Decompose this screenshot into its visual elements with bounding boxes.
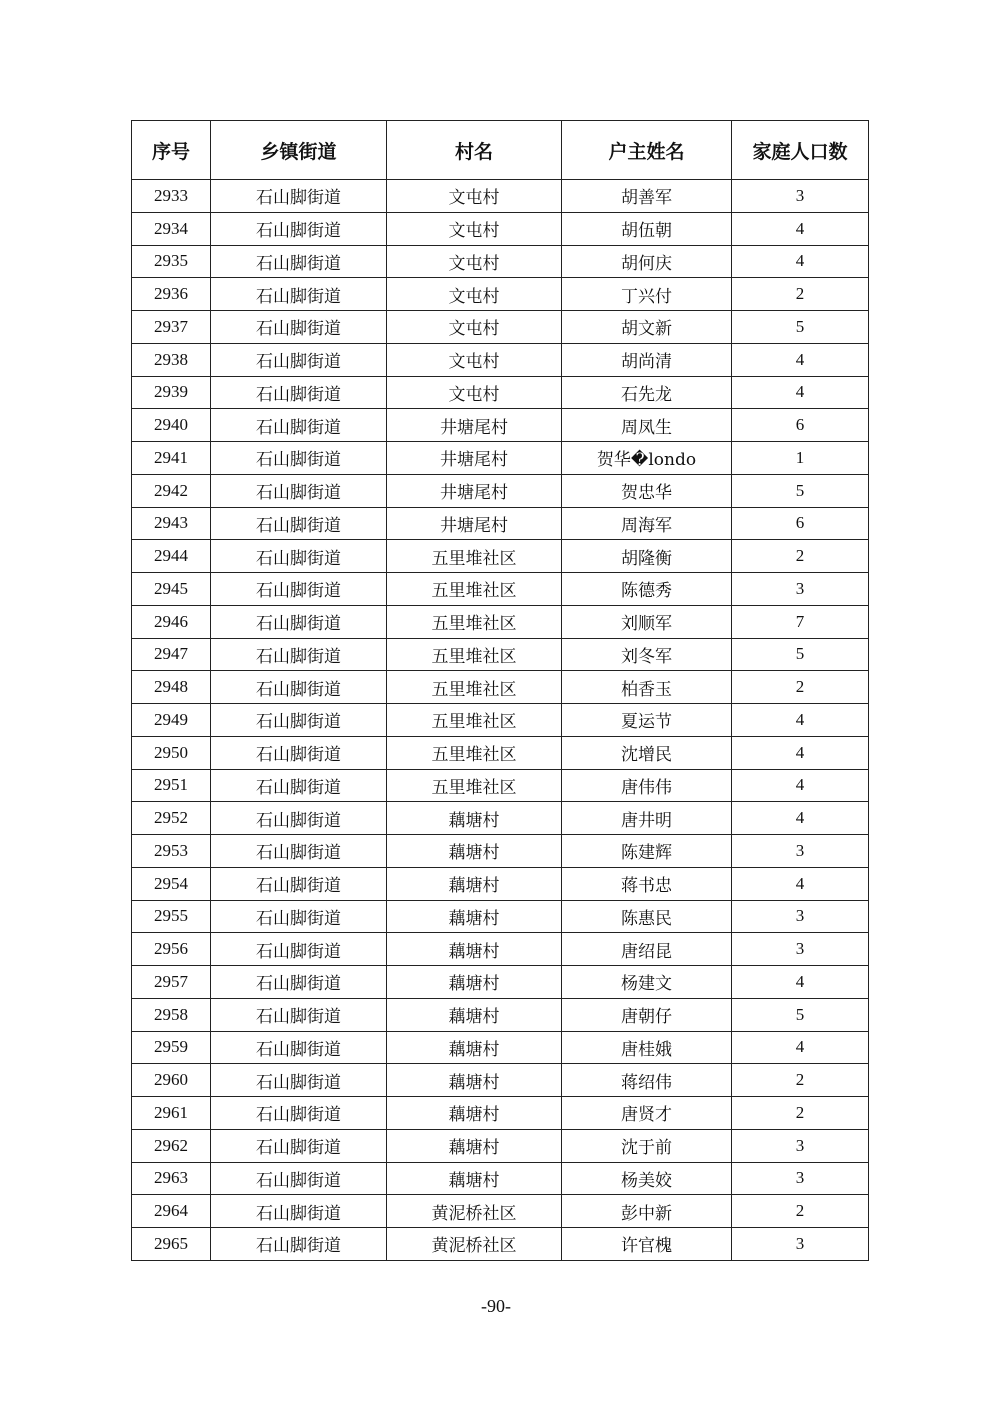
householder-cell: 陈惠民 <box>562 900 732 933</box>
table-row <box>132 507 869 540</box>
township-cell: 石山脚街道 <box>211 1162 387 1195</box>
family-size-cell: 3 <box>732 180 869 213</box>
serial-cell: 2948 <box>132 671 211 704</box>
header-serial: 序号 <box>132 121 211 180</box>
serial-cell: 2944 <box>132 540 211 573</box>
table-row <box>132 769 869 802</box>
householder-cell: 胡隆衡 <box>562 540 732 573</box>
family-size-cell: 3 <box>732 933 869 966</box>
township-cell: 石山脚街道 <box>211 540 387 573</box>
village-cell: 藕塘村 <box>387 1064 562 1097</box>
family-size-cell: 5 <box>732 311 869 344</box>
village-cell: 五里堆社区 <box>387 769 562 802</box>
family-size-cell: 4 <box>732 245 869 278</box>
serial-cell: 2951 <box>132 769 211 802</box>
township-cell: 石山脚街道 <box>211 1031 387 1064</box>
family-size-cell: 7 <box>732 605 869 638</box>
village-cell: 藕塘村 <box>387 835 562 868</box>
village-cell: 藕塘村 <box>387 867 562 900</box>
table-row <box>132 442 869 475</box>
serial-cell: 2954 <box>132 867 211 900</box>
family-size-cell: 3 <box>732 900 869 933</box>
family-size-cell: 4 <box>732 212 869 245</box>
village-cell: 五里堆社区 <box>387 704 562 737</box>
table-row <box>132 212 869 245</box>
family-size-cell: 2 <box>732 1097 869 1130</box>
table-row <box>132 1162 869 1195</box>
township-cell: 石山脚街道 <box>211 409 387 442</box>
householder-cell: 彭中新 <box>562 1195 732 1228</box>
table-row <box>132 376 869 409</box>
serial-cell: 2933 <box>132 180 211 213</box>
householder-cell: 丁兴付 <box>562 278 732 311</box>
village-cell: 五里堆社区 <box>387 638 562 671</box>
family-size-cell: 5 <box>732 638 869 671</box>
householder-cell: 柏香玉 <box>562 671 732 704</box>
header-row <box>132 121 869 180</box>
family-size-cell: 3 <box>732 1129 869 1162</box>
family-size-cell: 2 <box>732 1195 869 1228</box>
village-cell: 文屯村 <box>387 311 562 344</box>
householder-cell: 石先龙 <box>562 376 732 409</box>
table-row <box>132 540 869 573</box>
table-row <box>132 1064 869 1097</box>
township-cell: 石山脚街道 <box>211 212 387 245</box>
serial-cell: 2965 <box>132 1228 211 1261</box>
serial-cell: 2957 <box>132 966 211 999</box>
householder-cell: 贺华�londo <box>562 442 732 475</box>
serial-cell: 2964 <box>132 1195 211 1228</box>
village-cell: 文屯村 <box>387 245 562 278</box>
family-size-cell: 6 <box>732 507 869 540</box>
township-cell: 石山脚街道 <box>211 343 387 376</box>
family-size-cell: 2 <box>732 278 869 311</box>
family-size-cell: 6 <box>732 409 869 442</box>
serial-cell: 2934 <box>132 212 211 245</box>
village-cell: 黄泥桥社区 <box>387 1228 562 1261</box>
village-cell: 井塘尾村 <box>387 474 562 507</box>
serial-cell: 2938 <box>132 343 211 376</box>
family-size-cell: 3 <box>732 1228 869 1261</box>
township-cell: 石山脚街道 <box>211 835 387 868</box>
table-row <box>132 802 869 835</box>
table-row <box>132 638 869 671</box>
header-township: 乡镇街道 <box>211 121 387 180</box>
family-size-cell: 4 <box>732 1031 869 1064</box>
serial-cell: 2958 <box>132 998 211 1031</box>
table-body <box>132 180 869 1261</box>
township-cell: 石山脚街道 <box>211 736 387 769</box>
table-row <box>132 998 869 1031</box>
householder-cell: 唐朝仔 <box>562 998 732 1031</box>
householder-cell: 胡伍朝 <box>562 212 732 245</box>
table-row <box>132 966 869 999</box>
table-row <box>132 409 869 442</box>
householder-cell: 唐伟伟 <box>562 769 732 802</box>
serial-cell: 2959 <box>132 1031 211 1064</box>
village-cell: 五里堆社区 <box>387 671 562 704</box>
table-row <box>132 867 869 900</box>
serial-cell: 2953 <box>132 835 211 868</box>
village-cell: 藕塘村 <box>387 1031 562 1064</box>
family-size-cell: 1 <box>732 442 869 475</box>
family-size-cell: 5 <box>732 998 869 1031</box>
village-cell: 藕塘村 <box>387 1162 562 1195</box>
village-cell: 黄泥桥社区 <box>387 1195 562 1228</box>
township-cell: 石山脚街道 <box>211 442 387 475</box>
township-cell: 石山脚街道 <box>211 1064 387 1097</box>
township-cell: 石山脚街道 <box>211 573 387 606</box>
serial-cell: 2950 <box>132 736 211 769</box>
page-number: -90- <box>481 1296 511 1316</box>
family-size-cell: 4 <box>732 769 869 802</box>
householder-cell: 沈于前 <box>562 1129 732 1162</box>
township-cell: 石山脚街道 <box>211 278 387 311</box>
householder-cell: 许官槐 <box>562 1228 732 1261</box>
serial-cell: 2940 <box>132 409 211 442</box>
village-cell: 藕塘村 <box>387 802 562 835</box>
householder-cell: 杨建文 <box>562 966 732 999</box>
table-row <box>132 605 869 638</box>
township-cell: 石山脚街道 <box>211 671 387 704</box>
householder-cell: 唐绍昆 <box>562 933 732 966</box>
serial-cell: 2939 <box>132 376 211 409</box>
householder-cell: 周海军 <box>562 507 732 540</box>
township-cell: 石山脚街道 <box>211 933 387 966</box>
village-cell: 藕塘村 <box>387 966 562 999</box>
township-cell: 石山脚街道 <box>211 638 387 671</box>
serial-cell: 2941 <box>132 442 211 475</box>
village-cell: 五里堆社区 <box>387 540 562 573</box>
township-cell: 石山脚街道 <box>211 1195 387 1228</box>
serial-cell: 2955 <box>132 900 211 933</box>
householder-cell: 刘顺军 <box>562 605 732 638</box>
family-size-cell: 4 <box>732 376 869 409</box>
householder-cell: 胡文新 <box>562 311 732 344</box>
householder-cell: 周凤生 <box>562 409 732 442</box>
table-row <box>132 933 869 966</box>
family-size-cell: 3 <box>732 573 869 606</box>
table-row <box>132 180 869 213</box>
village-cell: 文屯村 <box>387 180 562 213</box>
village-cell: 文屯村 <box>387 278 562 311</box>
householder-cell: 唐贤才 <box>562 1097 732 1130</box>
table-row <box>132 1031 869 1064</box>
serial-cell: 2952 <box>132 802 211 835</box>
table-row <box>132 474 869 507</box>
township-cell: 石山脚街道 <box>211 605 387 638</box>
table-row <box>132 736 869 769</box>
serial-cell: 2945 <box>132 573 211 606</box>
serial-cell: 2960 <box>132 1064 211 1097</box>
serial-cell: 2942 <box>132 474 211 507</box>
serial-cell: 2935 <box>132 245 211 278</box>
family-size-cell: 4 <box>732 736 869 769</box>
family-size-cell: 2 <box>732 540 869 573</box>
township-cell: 石山脚街道 <box>211 180 387 213</box>
family-size-cell: 4 <box>732 966 869 999</box>
family-size-cell: 3 <box>732 1162 869 1195</box>
family-size-cell: 4 <box>732 867 869 900</box>
village-cell: 文屯村 <box>387 343 562 376</box>
table-row <box>132 671 869 704</box>
village-cell: 井塘尾村 <box>387 442 562 475</box>
table-row <box>132 1228 869 1261</box>
village-cell: 井塘尾村 <box>387 507 562 540</box>
household-table <box>131 120 869 1261</box>
householder-cell: 陈德秀 <box>562 573 732 606</box>
township-cell: 石山脚街道 <box>211 998 387 1031</box>
householder-cell: 胡尚清 <box>562 343 732 376</box>
village-cell: 五里堆社区 <box>387 605 562 638</box>
serial-cell: 2962 <box>132 1129 211 1162</box>
serial-cell: 2963 <box>132 1162 211 1195</box>
township-cell: 石山脚街道 <box>211 966 387 999</box>
header-village: 村名 <box>387 121 562 180</box>
householder-cell: 贺忠华 <box>562 474 732 507</box>
township-cell: 石山脚街道 <box>211 1228 387 1261</box>
serial-cell: 2943 <box>132 507 211 540</box>
family-size-cell: 2 <box>732 1064 869 1097</box>
serial-cell: 2949 <box>132 704 211 737</box>
table-row <box>132 1129 869 1162</box>
serial-cell: 2956 <box>132 933 211 966</box>
serial-cell: 2936 <box>132 278 211 311</box>
table-row <box>132 704 869 737</box>
serial-cell: 2947 <box>132 638 211 671</box>
householder-cell: 杨美姣 <box>562 1162 732 1195</box>
householder-cell: 刘冬军 <box>562 638 732 671</box>
village-cell: 文屯村 <box>387 212 562 245</box>
township-cell: 石山脚街道 <box>211 474 387 507</box>
township-cell: 石山脚街道 <box>211 704 387 737</box>
village-cell: 藕塘村 <box>387 900 562 933</box>
header-householder: 户主姓名 <box>562 121 732 180</box>
family-size-cell: 3 <box>732 835 869 868</box>
householder-cell: 胡何庆 <box>562 245 732 278</box>
householder-cell: 胡善军 <box>562 180 732 213</box>
village-cell: 藕塘村 <box>387 998 562 1031</box>
table-row <box>132 1097 869 1130</box>
table-row <box>132 311 869 344</box>
householder-cell: 蒋绍伟 <box>562 1064 732 1097</box>
township-cell: 石山脚街道 <box>211 1129 387 1162</box>
householder-cell: 唐井明 <box>562 802 732 835</box>
village-cell: 文屯村 <box>387 376 562 409</box>
family-size-cell: 5 <box>732 474 869 507</box>
table-row <box>132 573 869 606</box>
family-size-cell: 4 <box>732 704 869 737</box>
township-cell: 石山脚街道 <box>211 900 387 933</box>
householder-cell: 夏运节 <box>562 704 732 737</box>
table-row <box>132 343 869 376</box>
householder-cell: 唐桂娥 <box>562 1031 732 1064</box>
village-cell: 五里堆社区 <box>387 736 562 769</box>
table-row <box>132 1195 869 1228</box>
village-cell: 五里堆社区 <box>387 573 562 606</box>
header-family-size: 家庭人口数 <box>732 121 869 180</box>
township-cell: 石山脚街道 <box>211 507 387 540</box>
table-row <box>132 245 869 278</box>
householder-cell: 陈建辉 <box>562 835 732 868</box>
township-cell: 石山脚街道 <box>211 1097 387 1130</box>
table-row <box>132 835 869 868</box>
family-size-cell: 4 <box>732 343 869 376</box>
family-size-cell: 2 <box>732 671 869 704</box>
family-size-cell: 4 <box>732 802 869 835</box>
serial-cell: 2961 <box>132 1097 211 1130</box>
village-cell: 藕塘村 <box>387 1129 562 1162</box>
table-row <box>132 900 869 933</box>
table-row <box>132 278 869 311</box>
township-cell: 石山脚街道 <box>211 802 387 835</box>
village-cell: 藕塘村 <box>387 933 562 966</box>
serial-cell: 2937 <box>132 311 211 344</box>
serial-cell: 2946 <box>132 605 211 638</box>
township-cell: 石山脚街道 <box>211 769 387 802</box>
village-cell: 藕塘村 <box>387 1097 562 1130</box>
township-cell: 石山脚街道 <box>211 376 387 409</box>
householder-cell: 蒋书忠 <box>562 867 732 900</box>
householder-cell: 沈增民 <box>562 736 732 769</box>
township-cell: 石山脚街道 <box>211 245 387 278</box>
village-cell: 井塘尾村 <box>387 409 562 442</box>
township-cell: 石山脚街道 <box>211 867 387 900</box>
township-cell: 石山脚街道 <box>211 311 387 344</box>
